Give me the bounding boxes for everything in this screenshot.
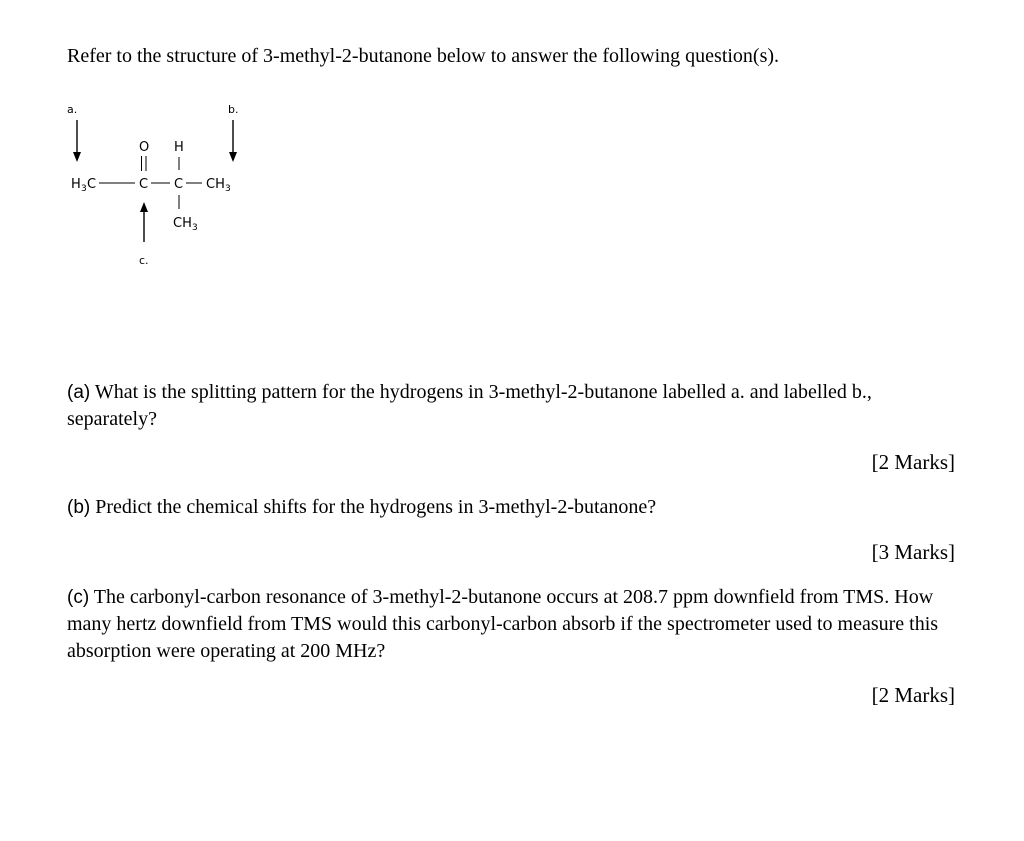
methine-carbon-atom: C <box>174 177 184 192</box>
question-c-text: The carbonyl-carbon resonance of 3-methyl-2-butanone occurs at 208.7 ppm downfield from TMS. How many hertz downfield from TMS would this carbonyl-carbon absorb if the spectrometer used to measure this absorption were operating at 200 MHz? <box>67 586 939 662</box>
bottom-methyl-ch: CH <box>173 216 192 231</box>
question-a-marks: [2 Marks] <box>871 450 955 474</box>
question-c-label: (c) <box>67 587 90 608</box>
arrow-b-head <box>229 152 237 162</box>
arrow-a-head <box>73 152 81 162</box>
question-a <box>67 379 957 433</box>
molecule-structure-diagram <box>60 96 260 272</box>
label-c: c. <box>139 254 149 267</box>
question-c-marks: [2 Marks] <box>871 683 955 707</box>
left-methyl-c: C <box>87 177 97 192</box>
left-methyl-h: H <box>71 177 81 192</box>
question-a-text: What is the splitting pattern for the hydrogens in 3-methyl-2-butanone labelled a. and labelled b., separately? <box>67 381 872 430</box>
methine-hydrogen-atom: H <box>174 140 184 155</box>
question-b <box>67 494 957 521</box>
question-c <box>67 584 957 665</box>
label-a: a. <box>67 103 78 116</box>
label-b: b. <box>228 103 239 116</box>
right-methyl-ch: CH <box>206 177 225 192</box>
question-b-marks: [3 Marks] <box>871 540 955 564</box>
right-methyl-subscript: 3 <box>225 184 231 194</box>
question-b-text: Predict the chemical shifts for the hydrogens in 3-methyl-2-butanone? <box>90 496 657 518</box>
left-methyl-subscript: 3 <box>81 184 87 194</box>
question-b-label: (b) <box>67 497 91 518</box>
intro-text: Refer to the structure of 3-methyl-2-butanone below to answer the following question(s). <box>67 45 780 67</box>
bottom-methyl-subscript: 3 <box>192 223 198 233</box>
carbonyl-carbon-atom: C <box>139 177 149 192</box>
oxygen-atom: O <box>139 140 150 155</box>
question-a-label: (a) <box>67 382 91 403</box>
